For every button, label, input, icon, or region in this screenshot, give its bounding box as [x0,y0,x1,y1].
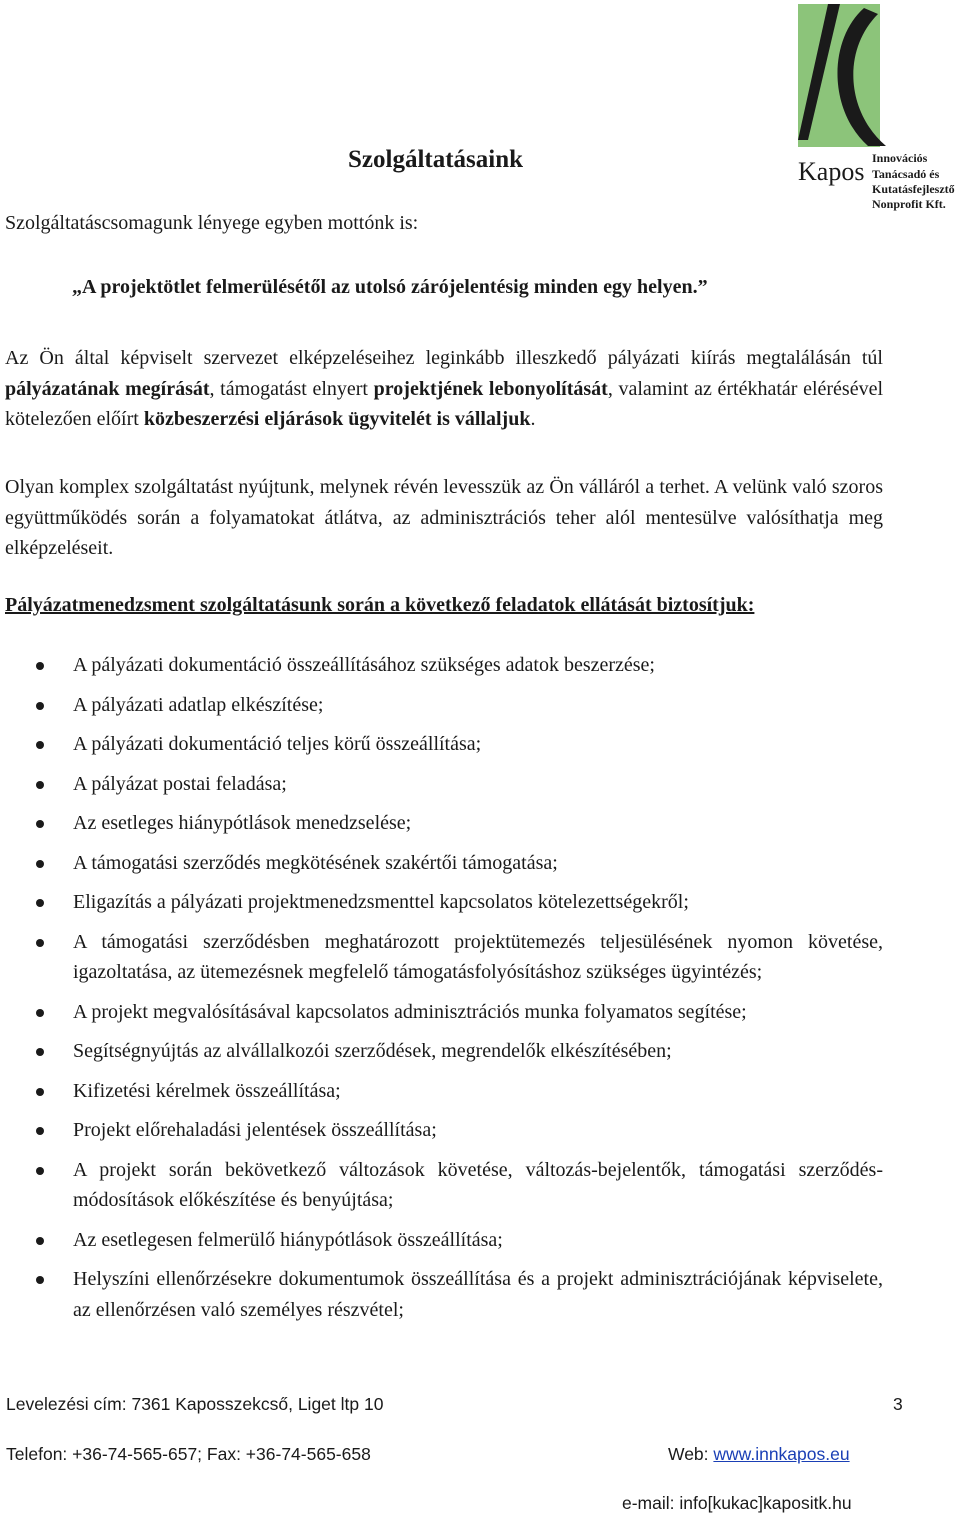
list-item [0,1036,883,1067]
list-item [0,997,883,1028]
list-item-text: Eligazítás a pályázati projektmenedzsmenttel kapcsolatos kötelezettségekről; [73,891,689,913]
paragraph-text: . [530,408,536,430]
bullet-icon [36,662,44,670]
kapos-logo-graphic [768,0,960,215]
bullet-icon [36,939,44,947]
list-item-text: Az esetleges hiánypótlások menedzselése; [73,812,412,834]
list-item-text: Projekt előrehaladási jelentések összeállítása; [73,1119,437,1141]
bullet-icon [36,741,44,749]
list-item [0,1155,883,1216]
page-title: Szolgáltatásaink [348,146,524,173]
intro-text: Szolgáltatáscsomagunk lényege egyben mottónk is: [5,212,419,234]
list-item-text: Segítségnyújtás az alvállalkozói szerződések, megrendelők elkészítésében; [73,1040,672,1062]
list-item-text: A pályázati dokumentáció összeállításához szükséges adatok beszerzése; [73,654,655,676]
services-paragraph [5,343,883,435]
logo-line-4: Nonprofit Kft. [872,197,946,211]
list-item [0,690,883,721]
bullet-icon [36,1276,44,1284]
footer-web [668,1444,850,1465]
list-item-text: A támogatási szerződésben meghatározott projektütemezés teljesülésének nyomon követése, igazoltatása, az ütemezésnek megfelelő támogatásfolyósításhoz szükséges ügyintézés; [73,930,883,983]
footer-email: e-mail: info[kukac]kapositk.hu [622,1493,852,1513]
footer-phone: Telefon: +36-74-565-657; Fax: +36-74-565-658 [6,1444,371,1464]
paragraph-bold-text: közbeszerzési eljárások ügyvitelét is vállaljuk [143,408,531,430]
bullet-icon [36,1127,44,1135]
bullet-icon [36,899,44,907]
web-label: Web: [668,1444,714,1464]
list-item-text: Az esetlegesen felmerülő hiánypótlások összeállítása; [73,1228,503,1251]
list-item [0,848,883,879]
bullet-icon [36,1048,44,1056]
bullet-icon [36,820,44,828]
list-item [0,1115,883,1146]
bullet-icon [36,702,44,710]
bullet-icon [36,1088,44,1096]
tasks-list [0,650,883,1334]
footer-address: Levelezési cím: 7361 Kaposszekcső, Liget ltp 10 [6,1394,384,1414]
list-item-text: Kifizetési kérelmek összeállítása; [73,1079,341,1102]
bullet-icon [36,781,44,789]
list-item-text: Helyszíni ellenőrzésekre dokumentumok összeállítása és a projekt adminisztrációjának képviselete, az ellenőrzésen való személyes részvétel; [73,1268,883,1321]
paragraph-bold-text: pályázatának megírását [5,377,210,400]
bullet-icon [36,860,44,868]
list-item [0,769,883,800]
bullet-icon [36,1237,44,1245]
page-number: 3 [893,1394,903,1414]
list-item-text: A pályázati dokumentáció teljes körű összeállítása; [73,733,482,755]
paragraph-text: , támogatást elnyert [209,377,374,400]
complex-service-paragraph: Olyan komplex szolgáltatást nyújtunk, melynek révén levesszük az Ön válláról a terhet. A velünk való szoros együttműködés során a folyamatokat átlátva, az adminisztrációs teher alól mentesülve valósíthatja meg elképzeléseit. [5,476,883,559]
list-item [0,887,883,918]
list-item-text: A projekt során bekövetkező változások követése, változás-bejelentők, támogatási szerződés-módosítások előkészítése és benyújtása; [73,1158,883,1211]
logo-line-3: Kutatásfejlesztő [872,182,955,196]
paragraph-text: Az Ön által képviselt szervezet elképzeléseihez leginkább illeszkedő pályázati kiírás megtalálásán túl [5,347,883,369]
logo-line-2: Tanácsadó és [872,167,940,181]
motto-text: „A projektötlet felmerülésétől az utolsó zárójelentésig minden egy helyen.” [72,276,708,298]
list-item [0,1264,883,1325]
paragraph-text: , valamint az értékhatár elérésével kötelezően előírt [5,377,884,430]
website-link[interactable]: www.innkapos.eu [713,1444,850,1464]
list-item [0,1225,883,1256]
list-item [0,729,883,760]
list-item [0,808,883,839]
list-item-text: A pályázat postai feladása; [73,772,287,795]
list-item-text: A pályázati adatlap elkészítése; [73,693,324,716]
list-item [0,1076,883,1107]
bullet-icon [36,1167,44,1175]
bullet-icon [36,1009,44,1017]
list-item-text: A támogatási szerződés megkötésének szakértői támogatása; [73,851,558,874]
paragraph-bold-text: projektjének lebonyolítását [373,377,608,400]
company-logo [768,0,960,215]
list-item [0,927,883,988]
list-item-text: A projekt megvalósításával kapcsolatos adminisztrációs munka folyamatos segítése; [73,1000,747,1023]
logo-name: Kapos [798,157,865,186]
list-item [0,650,883,681]
tasks-heading: Pályázatmenedzsment szolgáltatásunk során a következő feladatok ellátását biztosítjuk: [5,594,755,616]
logo-line-1: Innovációs [872,151,928,165]
